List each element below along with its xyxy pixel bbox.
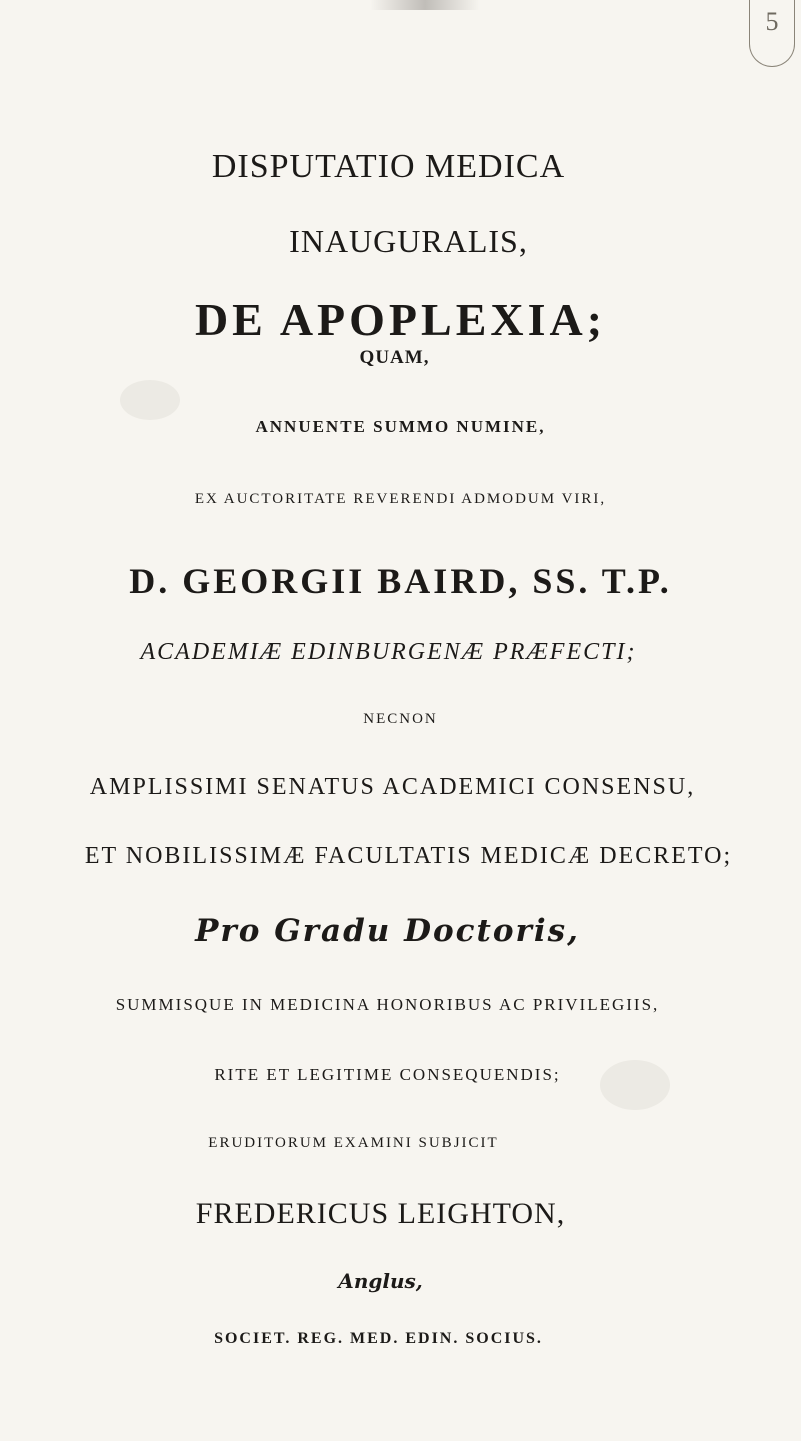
- page-number-mark: 5: [749, 0, 795, 67]
- author-society: SOCIET. REG. MED. EDIN. SOCIUS.: [214, 1330, 543, 1347]
- academiae-line: ACADEMIÆ EDINBURGENÆ PRÆFECTI;: [140, 639, 637, 665]
- senatus-line: AMPLISSIMI SENATUS ACADEMICI CONSENSU,: [89, 774, 696, 800]
- degree-line: Pro Gradu Doctoris,: [195, 913, 580, 949]
- honoribus-line: SUMMISQUE IN MEDICINA HONORIBUS AC PRIVILEGIIS,: [115, 995, 660, 1014]
- paper-stain: [120, 380, 180, 420]
- thesis-subject: DE APOPLEXIA;: [194, 294, 607, 345]
- author-nationality: Anglus,: [338, 1269, 423, 1293]
- quam-line: QUAM,: [359, 347, 430, 368]
- consequendis-line: RITE ET LEGITIME CONSEQUENDIS;: [214, 1065, 561, 1084]
- auctoritate-line: EX AUCTORITATE REVERENDI ADMODUM VIRI,: [194, 491, 607, 507]
- author-name: FREDERICUS LEIGHTON,: [195, 1197, 566, 1230]
- annuente-line: ANNUENTE SUMMO NUMINE,: [255, 417, 546, 436]
- title-line-1: DISPUTATIO MEDICA: [211, 148, 566, 185]
- paper-blemish: [370, 0, 480, 10]
- facultatis-line: ET NOBILISSIMÆ FACULTATIS MEDICÆ DECRETO;: [84, 843, 733, 869]
- examini-line: ERUDITORUM EXAMINI SUBJICIT: [208, 1135, 499, 1151]
- necnon-line: NECNON: [363, 711, 438, 727]
- principal-name: D. GEORGII BAIRD, SS. T.P.: [129, 561, 672, 601]
- title-line-2: INAUGURALIS,: [289, 223, 528, 259]
